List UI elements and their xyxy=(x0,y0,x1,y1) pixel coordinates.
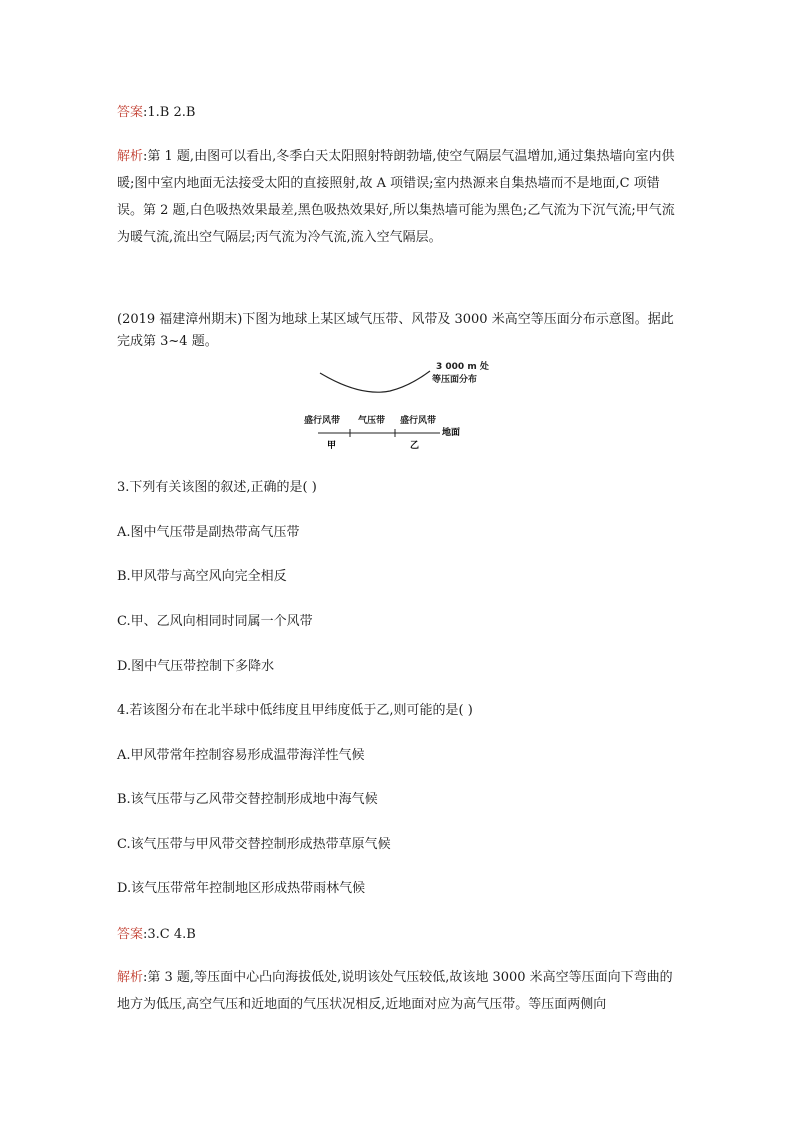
q4-option-d: D.该气压带常年控制地区形成热带雨林气候 xyxy=(117,881,366,896)
q3-option-c: C.甲、乙风向相同时同属一个风带 xyxy=(117,614,313,629)
point-jia-label: 甲 xyxy=(327,441,337,451)
answer-value: :3.C 4.B xyxy=(143,927,196,942)
answer-value: :1.B 2.B xyxy=(143,105,196,120)
q4-option-a: A.甲风带常年控制容易形成温带海洋性气候 xyxy=(117,748,365,763)
q3-option-b: B.甲风带与高空风向完全相反 xyxy=(117,569,287,584)
ground-label: 地面 xyxy=(442,428,461,438)
ground-line-diagram xyxy=(300,420,480,452)
q3-option-a: A.图中气压带是副热带高气压带 xyxy=(117,525,300,540)
belt-middle-label: 气压带 xyxy=(358,416,386,426)
belt-right-label: 盛行风带 xyxy=(400,416,437,426)
explanation-label: 解析 xyxy=(117,970,144,985)
q4-stem: 4.若该图分布在北半球中低纬度且甲纬度低于乙,则可能的是( ) xyxy=(117,703,473,718)
answer-label: 答案 xyxy=(117,927,144,942)
isobar-label-1: 3 000 m 处 xyxy=(436,362,489,372)
q3-option-d: D.图中气压带控制下多降水 xyxy=(117,659,275,674)
q4-option-c: C.该气压带与甲风带交替控制形成热带草原气候 xyxy=(117,837,391,852)
explanation-paragraph-1 xyxy=(117,143,682,251)
q4-option-b: B.该气压带与乙风带交替控制形成地中海气候 xyxy=(117,792,378,807)
explanation-text: :第 3 题,等压面中心凸向海拔低处,说明该处气压较低,故该地 3000 米高空等压面向下弯曲的地方为低压,高空气压和近地面的气压状况相反,近地面对应为高气压带。等压面两侧向 xyxy=(117,970,673,1012)
question-intro: (2019 福建漳州期末)下图为地球上某区域气压带、风带及 3000 米高空等压面分布示意图。据此完成第 3~4 题。 xyxy=(117,312,674,349)
q3-stem: 3.下列有关该图的叙述,正确的是( ) xyxy=(117,480,317,495)
explanation-label: 解析 xyxy=(117,149,144,164)
point-yi-label: 乙 xyxy=(410,441,420,451)
answer-line-1 xyxy=(117,103,195,123)
isobar-label-2: 等压面分布 xyxy=(432,375,478,385)
pressure-belt-diagram xyxy=(300,357,500,427)
isobar-curve xyxy=(320,371,430,392)
answer-label: 答案 xyxy=(117,105,144,120)
belt-left-label: 盛行风带 xyxy=(304,416,341,426)
answer-line-2 xyxy=(117,925,196,945)
explanation-text: :第 1 题,由图可以看出,冬季白天太阳照射特朗勃墙,使空气隔层气温增加,通过集热墙向室内供暖;图中室内地面无法接受太阳的直接照射,故 A 项错误;室内热源来自集热墙而不是地面,C 项错误。第 2 题,白色吸热效果最差,黑色吸热效果好,所以集热墙可能为黑色;乙气流为下沉气流;甲气流为暖气流,流出空气隔层;丙气流为冷气流,流入空气隔层。 xyxy=(117,149,675,245)
explanation-paragraph-2 xyxy=(117,964,682,1018)
